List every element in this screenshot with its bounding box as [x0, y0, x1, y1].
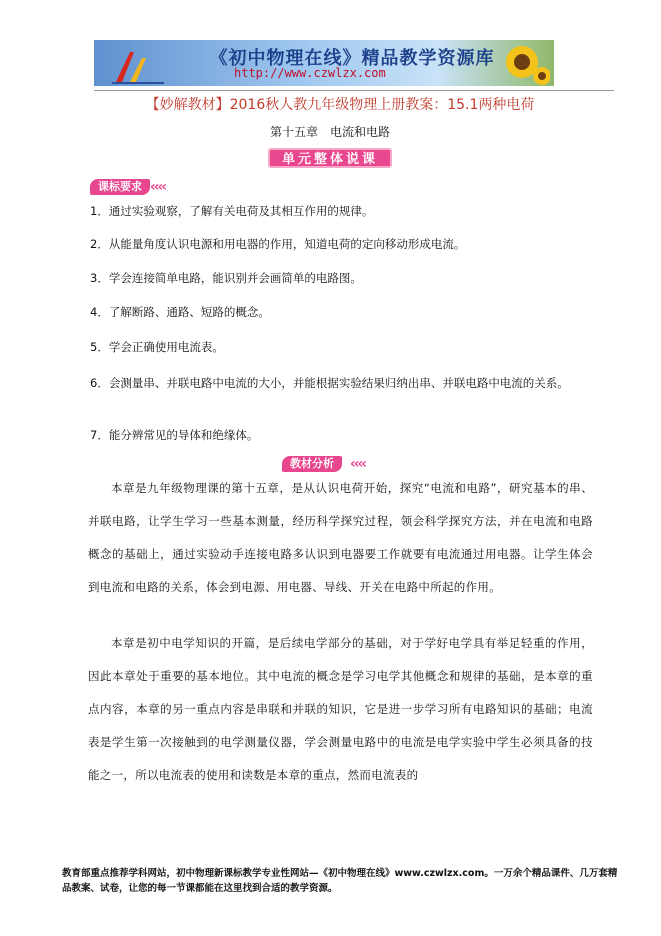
- header-banner: [94, 40, 554, 86]
- paragraph: 本章是九年级物理课的第十五章，是从认识电荷开始，探究“电流和电路”，研究基本的串、并联电路，让学生学习一些基本测量，经历科学探究过程，领会科学探究方法，并在电流和电路概念的基础上，通过实验动手连接电路多认识到电器要工作就要有电流通过用电器。让学生体会到电流和电路的关系，体会到电源、用电器、导线、开关在电路中所起的作用。: [88, 481, 593, 594]
- site-logo-icon: [108, 46, 168, 86]
- list-item: 3．学会连接简单电路，能识别并会画简单的电路图。: [90, 271, 362, 285]
- section-tag-standards: 课标要求: [90, 179, 150, 195]
- list-item: 4．了解断路、通路、短路的概念。: [90, 305, 270, 319]
- banner-title: 《初中物理在线》精品教学资源库: [209, 48, 495, 69]
- chapter-title: 第十五章 电流和电路: [269, 125, 390, 139]
- list-item: 6．会测量串、并联电路中电流的大小，并能根据实验结果归纳出串、并联电路中电流的关系。: [90, 376, 569, 390]
- list-item: 1．通过实验观察，了解有关电荷及其相互作用的规律。: [90, 204, 374, 218]
- banner-url[interactable]: http://www.czwlzx.com: [234, 66, 386, 80]
- title-divider: [94, 90, 614, 91]
- page-footer: 教育部重点推荐学科网站，初中物理新课标教学专业性网站—《初中物理在线》www.czwlzx.com。一万余个精品课件、几万套精品教案、试卷，让您的每一节课都能在这里找到合适的教学资源。: [62, 868, 618, 894]
- unit-banner: 单元整体说课: [268, 148, 392, 168]
- paragraph: 本章是初中电学知识的开篇，是后续电学部分的基础，对于学好电学具有举足轻重的作用，因此本章处于重要的基本地位。其中电流的概念是学习电学其他概念和规律的基础，是本章的重点内容，本章的另一重点内容是串联和并联的知识，它是进一步学习所有电路知识的基础；电流表是学生第一次接触到的电学测量仪器，学会测量电路中的电流是电学实验中学生必须具备的技能之一，所以电流表的使用和读数是本章的重点，然而电流表的: [88, 636, 593, 782]
- chevrons-left-icon: ‹‹‹‹: [150, 179, 166, 195]
- list-item: 7．能分辨常见的导体和绝缘体。: [90, 428, 259, 442]
- section-tag-analysis: 教材分析: [282, 456, 342, 472]
- page-title: 【妙解教材】2016秋人教九年级物理上册教案：15.1两种电荷: [145, 97, 535, 113]
- chevrons-left-icon: ‹‹‹‹: [350, 456, 366, 472]
- list-item: 5．学会正确使用电流表。: [90, 340, 224, 354]
- sunflower-icon: [490, 42, 550, 86]
- list-item: 2．从能量角度认识电源和用电器的作用，知道电荷的定向移动形成电流。: [90, 237, 466, 251]
